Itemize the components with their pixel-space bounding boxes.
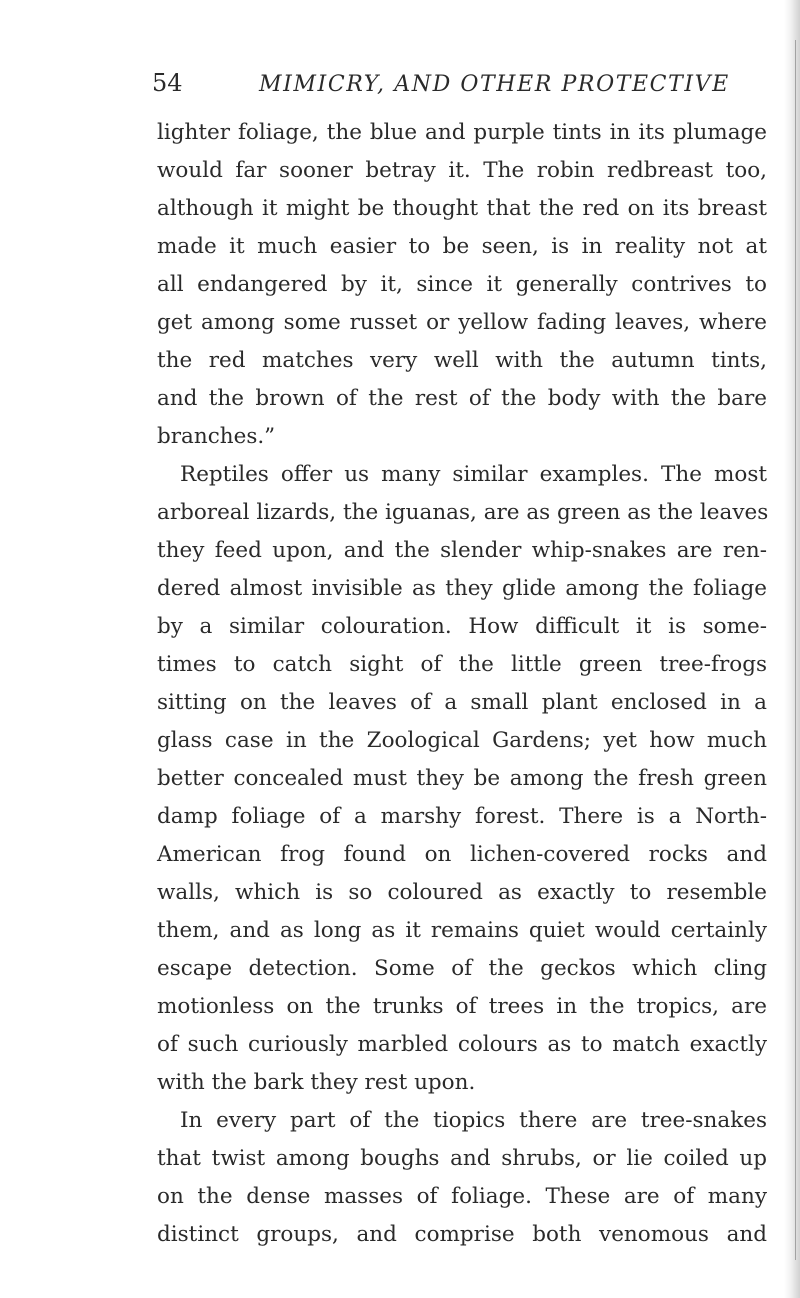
text-line: distinct groups, and comprise both venomous and [157,1222,767,1247]
page-number: 54 [152,69,183,97]
page-header [152,68,792,104]
text-line: motionless on the trunks of trees in the tropics, are [157,994,767,1019]
text-line: them, and as long as it remains quiet would certainly [157,918,767,943]
text-line: escape detection. Some of the geckos which cling [157,956,767,981]
text-line: American frog found on lichen-covered rocks and [157,842,767,867]
text-line: that twist among boughs and shrubs, or lie coiled up [157,1146,767,1171]
text-line: made it much easier to be seen, is in reality not at [157,234,767,259]
running-head: MIMICRY, AND OTHER PROTECTIVE [259,72,730,97]
text-line: all endangered by it, since it generally contrives to [157,272,767,297]
text-line: arboreal lizards, the iguanas, are as green as the leaves [157,500,769,525]
text-line: on the dense masses of foliage. These are of many [157,1184,767,1209]
text-line: by a similar colouration. How difficult it is some- [157,614,767,639]
text-line: sitting on the leaves of a small plant enclosed in a [157,690,767,715]
text-line: glass case in the Zoological Gardens; yet how much [157,728,767,753]
text-line: they feed upon, and the slender whip-snakes are ren- [157,538,767,563]
body-text [157,114,767,1254]
text-line: dered almost invisible as they glide among the foliage [157,576,767,601]
page-edge-line [795,40,796,1260]
text-line: times to catch sight of the little green tree-frogs [157,652,767,677]
text-line: would far sooner betray it. The robin redbreast too, [157,158,767,183]
text-line: of such curiously marbled colours as to match exactly [157,1032,767,1057]
text-line: the red matches very well with the autumn tints, [157,348,767,373]
text-line: lighter foliage, the blue and purple tints in its plumage [157,120,767,145]
text-line: although it might be thought that the red on its breast [157,196,767,221]
text-line: branches.” [157,424,276,449]
paragraph-first-line: Reptiles offer us many similar examples. The most [180,462,767,487]
text-line: better concealed must they be among the fresh green [157,766,767,791]
text-line: and the brown of the rest of the body with the bare [157,386,767,411]
text-line: damp foliage of a marshy forest. There is a North- [157,804,767,829]
text-line: walls, which is so coloured as exactly to resemble [157,880,767,905]
page-edge-shadow [784,0,800,1298]
paragraph-first-line: In every part of the tiopics there are tree-snakes [180,1108,767,1133]
text-line: with the bark they rest upon. [157,1070,476,1095]
text-line: get among some russet or yellow fading leaves, where [157,310,767,335]
